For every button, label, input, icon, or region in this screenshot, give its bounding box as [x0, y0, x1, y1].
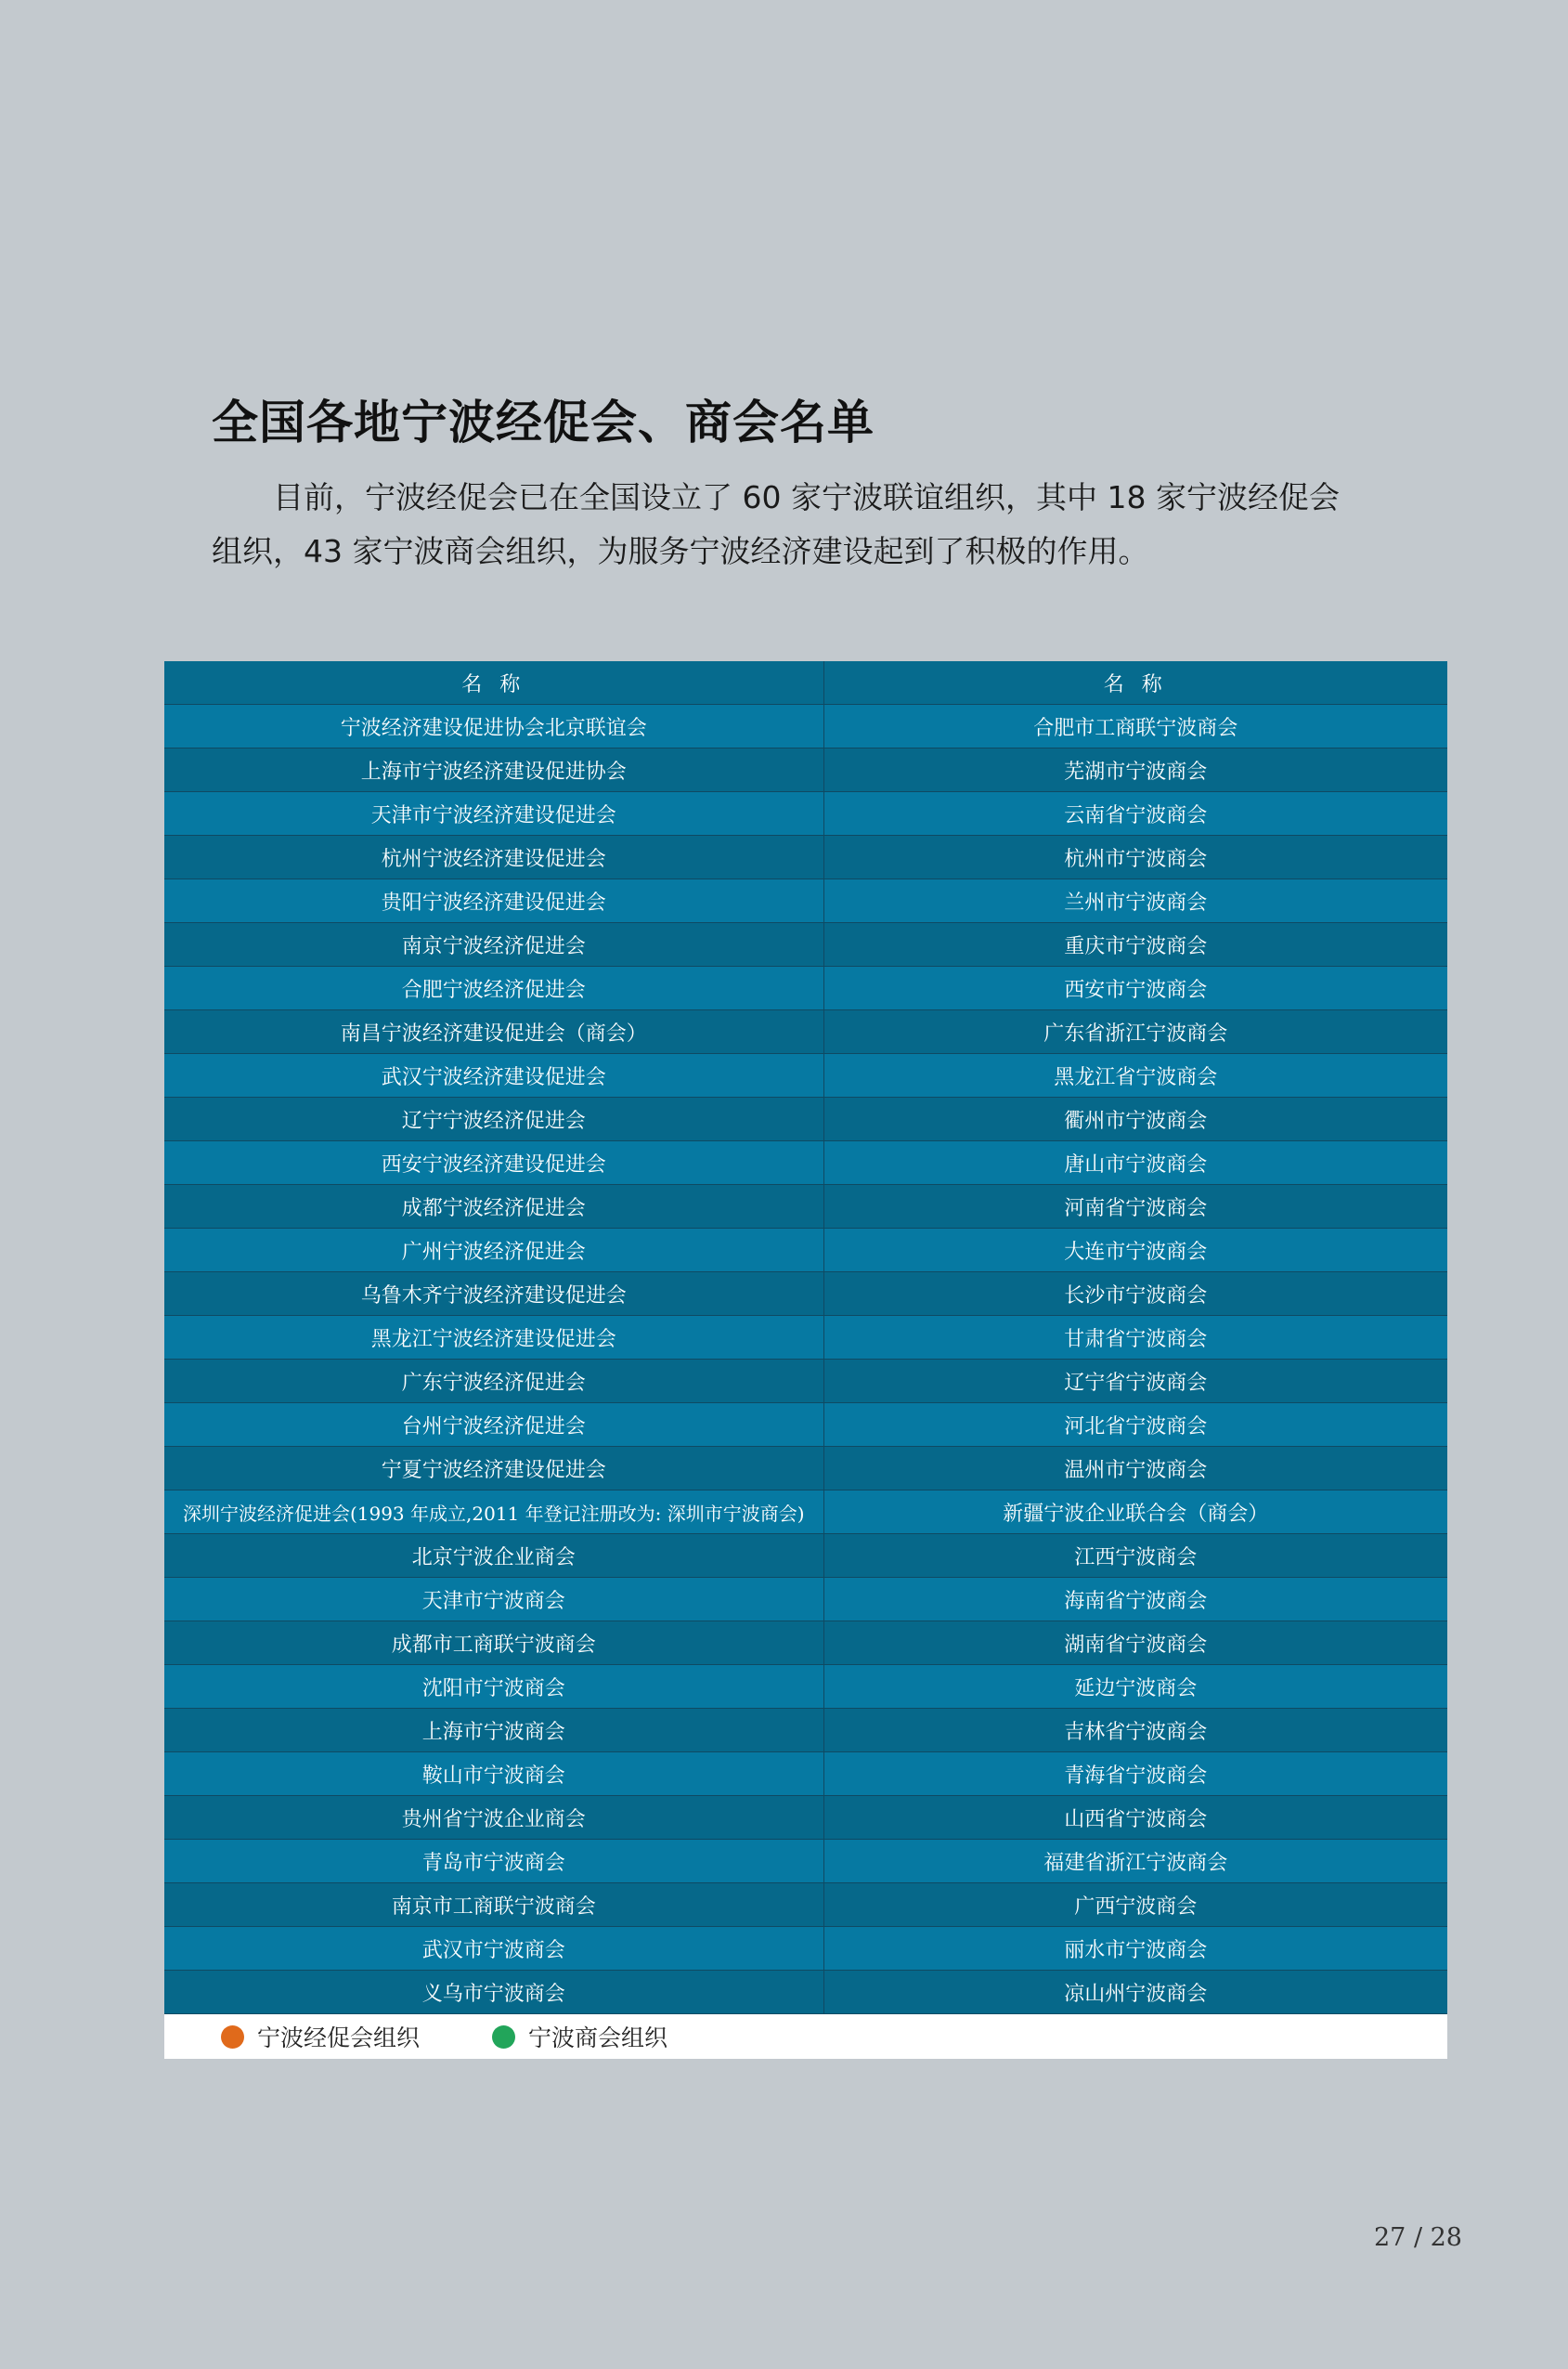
legend-label: 宁波经促会组织 — [257, 2024, 421, 2051]
table-cell-right: 河北省宁波商会 — [823, 1403, 1447, 1447]
table-cell-left: 西安宁波经济建设促进会 — [164, 1141, 823, 1185]
legend-label: 宁波商会组织 — [528, 2024, 668, 2051]
table-cell-left: 广东宁波经济促进会 — [164, 1360, 823, 1403]
table-cell-right: 长沙市宁波商会 — [823, 1272, 1447, 1316]
table-row — [164, 1490, 1447, 1534]
table-cell-left: 北京宁波企业商会 — [164, 1534, 823, 1578]
table-cell-left: 青岛市宁波商会 — [164, 1840, 823, 1883]
table-cell-left: 鞍山市宁波商会 — [164, 1752, 823, 1796]
table-cell-left: 上海市宁波经济建设促进协会 — [164, 748, 823, 792]
page-title: 全国各地宁波经促会、商会名单 — [212, 396, 875, 449]
table-cell-left: 乌鲁木齐宁波经济建设促进会 — [164, 1272, 823, 1316]
table-cell-left: 杭州宁波经济建设促进会 — [164, 836, 823, 879]
table-body — [164, 705, 1447, 2014]
legend-item-promotion-association — [221, 2020, 420, 2053]
table-cell-left: 贵州省宁波企业商会 — [164, 1796, 823, 1840]
table-row — [164, 1447, 1447, 1490]
table-cell-right: 辽宁省宁波商会 — [823, 1360, 1447, 1403]
table-cell-left: 深圳宁波经济促进会(1993 年成立,2011 年登记注册改为: 深圳市宁波商会) — [164, 1490, 823, 1534]
table-row — [164, 1010, 1447, 1054]
table-cell-right: 芜湖市宁波商会 — [823, 748, 1447, 792]
table-header-row — [164, 661, 1447, 705]
table-cell-right: 广东省浙江宁波商会 — [823, 1010, 1447, 1054]
table-row — [164, 1054, 1447, 1098]
table-cell-right: 甘肃省宁波商会 — [823, 1316, 1447, 1360]
table-cell-right: 吉林省宁波商会 — [823, 1709, 1447, 1752]
table-cell-left: 南昌宁波经济建设促进会（商会） — [164, 1010, 823, 1054]
table-row — [164, 1971, 1447, 2014]
table-cell-right: 杭州市宁波商会 — [823, 836, 1447, 879]
table-cell-right: 湖南省宁波商会 — [823, 1621, 1447, 1665]
table-cell-left: 沈阳市宁波商会 — [164, 1665, 823, 1709]
table-cell-right: 江西宁波商会 — [823, 1534, 1447, 1578]
table-cell-right: 合肥市工商联宁波商会 — [823, 705, 1447, 748]
table-cell-left: 宁波经济建设促进协会北京联谊会 — [164, 705, 823, 748]
table-cell-left: 合肥宁波经济促进会 — [164, 967, 823, 1010]
table-row — [164, 1840, 1447, 1883]
table-cell-right: 海南省宁波商会 — [823, 1578, 1447, 1621]
table-row — [164, 1098, 1447, 1141]
green-dot-icon — [492, 2025, 515, 2049]
table-row — [164, 1621, 1447, 1665]
table-row — [164, 1927, 1447, 1971]
table-cell-left: 上海市宁波商会 — [164, 1709, 823, 1752]
table-row — [164, 1883, 1447, 1927]
table-row — [164, 1403, 1447, 1447]
table-cell-right: 福建省浙江宁波商会 — [823, 1840, 1447, 1883]
table-row — [164, 967, 1447, 1010]
table-cell-left: 台州宁波经济促进会 — [164, 1403, 823, 1447]
table-cell-left: 成都宁波经济促进会 — [164, 1185, 823, 1229]
table-cell-right: 山西省宁波商会 — [823, 1796, 1447, 1840]
legend — [164, 2014, 1447, 2059]
table-cell-right: 衢州市宁波商会 — [823, 1098, 1447, 1141]
table-cell-right: 延边宁波商会 — [823, 1665, 1447, 1709]
table-cell-right: 温州市宁波商会 — [823, 1447, 1447, 1490]
table-row — [164, 1752, 1447, 1796]
table-cell-left: 武汉市宁波商会 — [164, 1927, 823, 1971]
table-cell-left: 成都市工商联宁波商会 — [164, 1621, 823, 1665]
table-row — [164, 1272, 1447, 1316]
table-cell-left: 武汉宁波经济建设促进会 — [164, 1054, 823, 1098]
table-cell-right: 凉山州宁波商会 — [823, 1971, 1447, 2014]
organization-table — [164, 661, 1447, 2014]
table-row — [164, 1229, 1447, 1272]
table-cell-left: 天津市宁波商会 — [164, 1578, 823, 1621]
intro-paragraph: 目前，宁波经促会已在全国设立了 60 家宁波联谊组织，其中 18 家宁波经促会组织，43 家宁波商会组织，为服务宁波经济建设起到了积极的作用。 — [212, 479, 1340, 569]
table-row — [164, 1141, 1447, 1185]
table-row — [164, 705, 1447, 748]
table-cell-right: 重庆市宁波商会 — [823, 923, 1447, 967]
table-row — [164, 879, 1447, 923]
table-cell-left: 义乌市宁波商会 — [164, 1971, 823, 2014]
table-row — [164, 1665, 1447, 1709]
table-cell-right: 黑龙江省宁波商会 — [823, 1054, 1447, 1098]
table-cell-left: 宁夏宁波经济建设促进会 — [164, 1447, 823, 1490]
table-cell-right: 唐山市宁波商会 — [823, 1141, 1447, 1185]
table-row — [164, 748, 1447, 792]
table-cell-right: 青海省宁波商会 — [823, 1752, 1447, 1796]
table-cell-right: 河南省宁波商会 — [823, 1185, 1447, 1229]
table-cell-left: 广州宁波经济促进会 — [164, 1229, 823, 1272]
table-cell-right: 云南省宁波商会 — [823, 792, 1447, 836]
page-number: 27 / 28 — [1374, 2223, 1462, 2252]
table-cell-left: 南京市工商联宁波商会 — [164, 1883, 823, 1927]
table-cell-left: 辽宁宁波经济促进会 — [164, 1098, 823, 1141]
table-row — [164, 1534, 1447, 1578]
table-cell-right: 新疆宁波企业联合会（商会） — [823, 1490, 1447, 1534]
table-cell-left: 南京宁波经济促进会 — [164, 923, 823, 967]
column-header-name-1: 名 称 — [164, 661, 823, 705]
table-cell-left: 天津市宁波经济建设促进会 — [164, 792, 823, 836]
table-cell-right: 大连市宁波商会 — [823, 1229, 1447, 1272]
table-row — [164, 1316, 1447, 1360]
table-cell-left: 贵阳宁波经济建设促进会 — [164, 879, 823, 923]
table-row — [164, 1796, 1447, 1840]
organization-table-container — [164, 661, 1447, 2059]
table-cell-right: 广西宁波商会 — [823, 1883, 1447, 1927]
table-row — [164, 1578, 1447, 1621]
table-cell-right: 兰州市宁波商会 — [823, 879, 1447, 923]
table-row — [164, 1709, 1447, 1752]
table-row — [164, 1185, 1447, 1229]
legend-item-chamber-of-commerce — [492, 2020, 667, 2053]
table-row — [164, 1360, 1447, 1403]
orange-dot-icon — [221, 2025, 244, 2049]
table-cell-right: 丽水市宁波商会 — [823, 1927, 1447, 1971]
column-header-name-2: 名 称 — [823, 661, 1447, 705]
table-row — [164, 792, 1447, 836]
table-cell-right: 西安市宁波商会 — [823, 967, 1447, 1010]
table-row — [164, 836, 1447, 879]
table-cell-left: 黑龙江宁波经济建设促进会 — [164, 1316, 823, 1360]
table-row — [164, 923, 1447, 967]
